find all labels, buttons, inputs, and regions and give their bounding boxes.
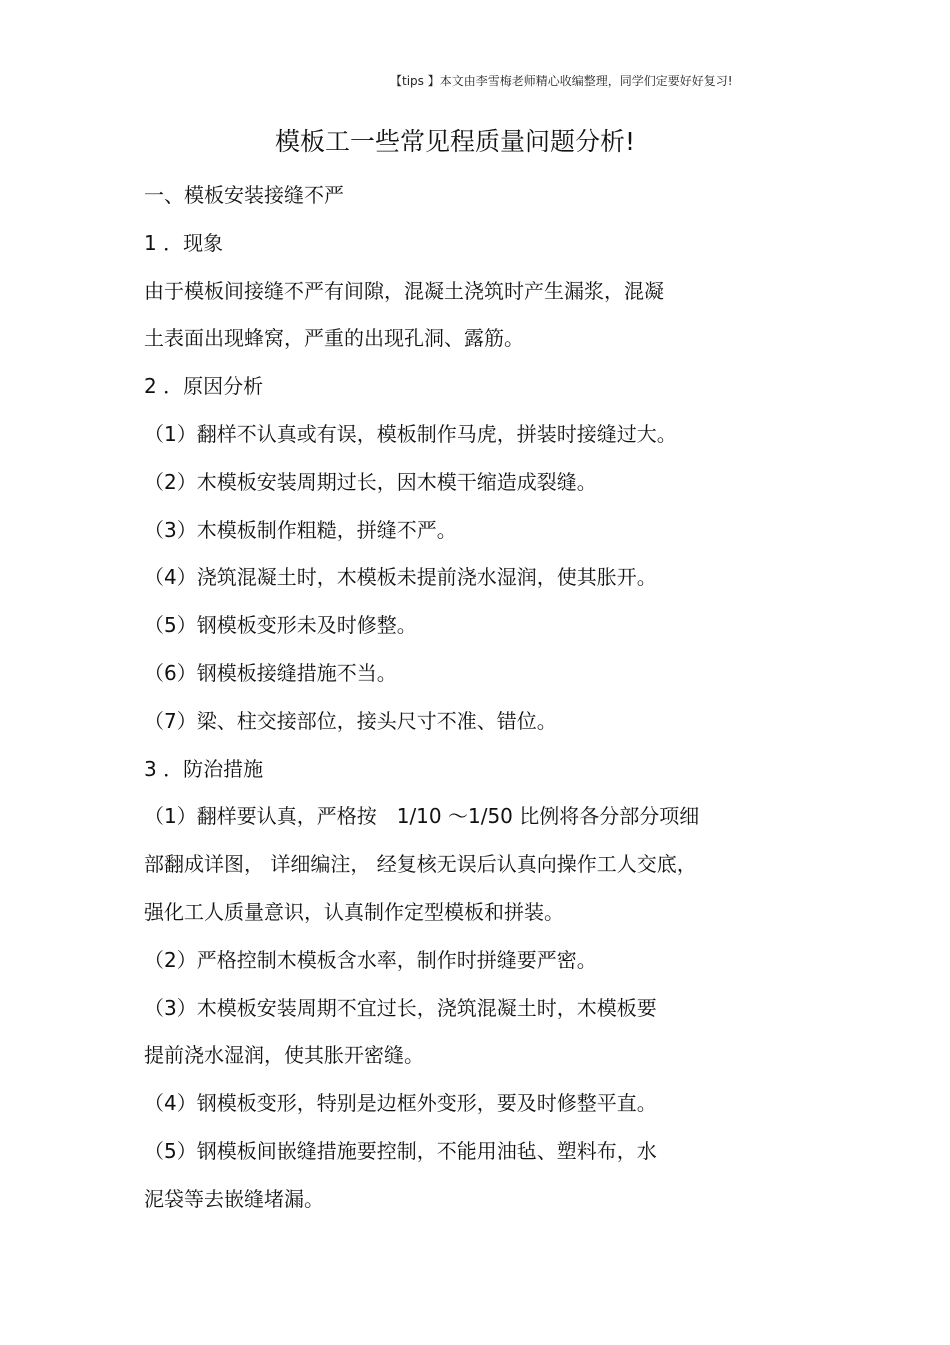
list-item: （4）钢模板变形，特别是边框外变形，要及时修整平直。 — [144, 1091, 657, 1116]
header-tips: 【tips 】本文由李雪梅老师精心收编整理，同学们定要好好复习! — [390, 74, 733, 88]
section-heading-1: 一、模板安装接缝不严 — [144, 183, 344, 207]
paragraph-line: 强化工人质量意识，认真制作定型模板和拼装。 — [144, 899, 564, 924]
list-item: （2）木模板安装周期过长，因木模干缩造成裂缝。 — [144, 469, 597, 494]
list-item: （4）浇筑混凝土时，木模板未提前浇水湿润，使其胀开。 — [144, 565, 657, 590]
list-item: （6）钢模板接缝措施不当。 — [144, 660, 397, 685]
document-title: 模板工一些常见程质量问题分析! — [274, 127, 636, 156]
list-item: （5）钢模板间嵌缝措施要控制，不能用油毡、塑料布，水 — [144, 1138, 657, 1163]
list-item: （7）梁、柱交接部位，接头尺寸不准、错位。 — [144, 708, 557, 733]
paragraph-line: 部翻成详图， 详细编注， 经复核无误后认真向操作工人交底， — [144, 852, 697, 877]
document-body — [144, 175, 844, 1227]
list-item: （3）木模板制作粗糙，拼缝不严。 — [144, 517, 457, 542]
list-item: （3）木模板安装周期不宜过长，浇筑混凝土时，木模板要 — [144, 995, 657, 1020]
paragraph-line: 泥袋等去嵌缝堵漏。 — [144, 1186, 324, 1211]
subheading-phenomenon: 1 ．现象 — [144, 230, 224, 255]
list-item: （2）严格控制木模板含水率，制作时拼缝要严密。 — [144, 947, 597, 972]
list-item: （1）翻样不认真或有误，模板制作马虎，拼装时接缝过大。 — [144, 421, 677, 446]
subheading-prevention: 3 ．防治措施 — [144, 756, 264, 781]
paragraph-line: 提前浇水湿润，使其胀开密缝。 — [144, 1043, 424, 1068]
list-item: （1）翻样要认真，严格按 1/10 ～1/50 比例将各分部分项细 — [144, 804, 700, 829]
subheading-cause-analysis: 2 ．原因分析 — [144, 374, 264, 399]
paragraph-line: 由于模板间接缝不严有间隙，混凝土浇筑时产生漏浆，混凝 — [144, 278, 664, 303]
paragraph-line: 土表面出现蜂窝，严重的出现孔洞、露筋。 — [144, 326, 524, 351]
list-item: （5）钢模板变形未及时修整。 — [144, 613, 417, 638]
